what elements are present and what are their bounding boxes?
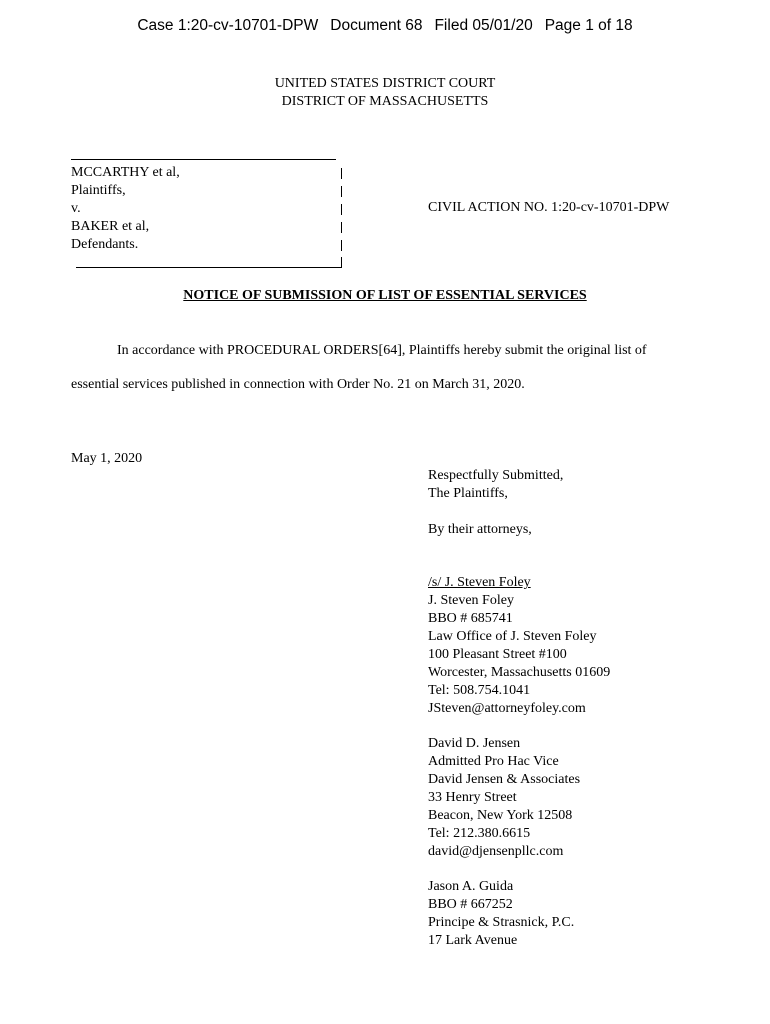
attorney3-name: Jason A. Guida <box>428 879 514 895</box>
caption-bar <box>341 204 342 215</box>
attorney3-bbo: BBO # 667252 <box>428 897 513 913</box>
closing: Respectfully Submitted, <box>428 468 564 483</box>
defendant-role: Defendants. <box>71 237 139 252</box>
signature-block <box>428 467 610 950</box>
body-line-1: In accordance with PROCEDURAL ORDERS[64], Plaintiffs hereby submit the original list of <box>117 343 647 358</box>
caption-bar <box>341 222 342 233</box>
plaintiff-role: Plaintiffs, <box>71 183 126 198</box>
attorney1-bbo: BBO # 685741 <box>428 611 513 627</box>
attorney3-street: 17 Lark Avenue <box>428 933 518 949</box>
attorney1-street: 100 Pleasant Street #100 <box>428 646 567 662</box>
caption-top-rule <box>71 159 336 160</box>
attorney2-admission: Admitted Pro Hac Vice <box>428 754 559 770</box>
court-name: UNITED STATES DISTRICT COURT <box>274 76 496 91</box>
party: The Plaintiffs, <box>428 485 508 501</box>
attorney2-firm: David Jensen & Associates <box>428 772 581 788</box>
caption-bar <box>341 257 342 268</box>
case-number: Case 1:20-cv-10701-DPW <box>137 17 319 34</box>
versus-label: v. <box>71 201 81 216</box>
attorney2-city: Beacon, New York 12508 <box>428 807 573 823</box>
attorney2-email: david@djensenpllc.com <box>428 843 564 859</box>
defendant-name: BAKER et al, <box>71 219 150 234</box>
body-line-2: essential services published in connection with Order No. 21 on March 31, 2020. <box>71 377 525 392</box>
plaintiff-name: MCCARTHY et al, <box>71 165 180 180</box>
caption-bar <box>341 186 342 197</box>
court-district: DISTRICT OF MASSACHUSETTS <box>281 94 489 109</box>
document-number: Document 68 <box>330 17 423 34</box>
caption-bar <box>341 168 342 179</box>
caption-parties <box>71 164 180 254</box>
electronic-signature: /s/ J. Steven Foley <box>428 575 531 591</box>
attorney2-name: David D. Jensen <box>428 736 521 752</box>
document-title: NOTICE OF SUBMISSION OF LIST OF ESSENTIAL SERVICES <box>183 288 587 303</box>
attorney1-email: JSteven@attorneyfoley.com <box>428 700 586 716</box>
caption-bottom-rule <box>76 267 341 268</box>
by-attorneys: By their attorneys, <box>428 521 532 537</box>
attorney2-tel: Tel: 212.380.6615 <box>428 825 531 841</box>
attorney2-street: 33 Henry Street <box>428 790 517 806</box>
caption-bar <box>341 240 342 251</box>
attorney1-firm: Law Office of J. Steven Foley <box>428 629 597 645</box>
ecf-header-stamp <box>0 17 770 35</box>
civil-action-number: CIVIL ACTION NO. 1:20-cv-10701-DPW <box>428 200 670 215</box>
page-number: Page 1 of 18 <box>544 17 633 34</box>
attorney1-tel: Tel: 508.754.1041 <box>428 682 531 698</box>
filed-date: Filed 05/01/20 <box>434 17 533 34</box>
signing-date: May 1, 2020 <box>71 451 143 466</box>
attorney1-city: Worcester, Massachusetts 01609 <box>428 664 611 680</box>
court-heading <box>0 75 770 111</box>
attorney3-firm: Principe & Strasnick, P.C. <box>428 915 575 931</box>
attorney1-name: J. Steven Foley <box>428 593 514 609</box>
